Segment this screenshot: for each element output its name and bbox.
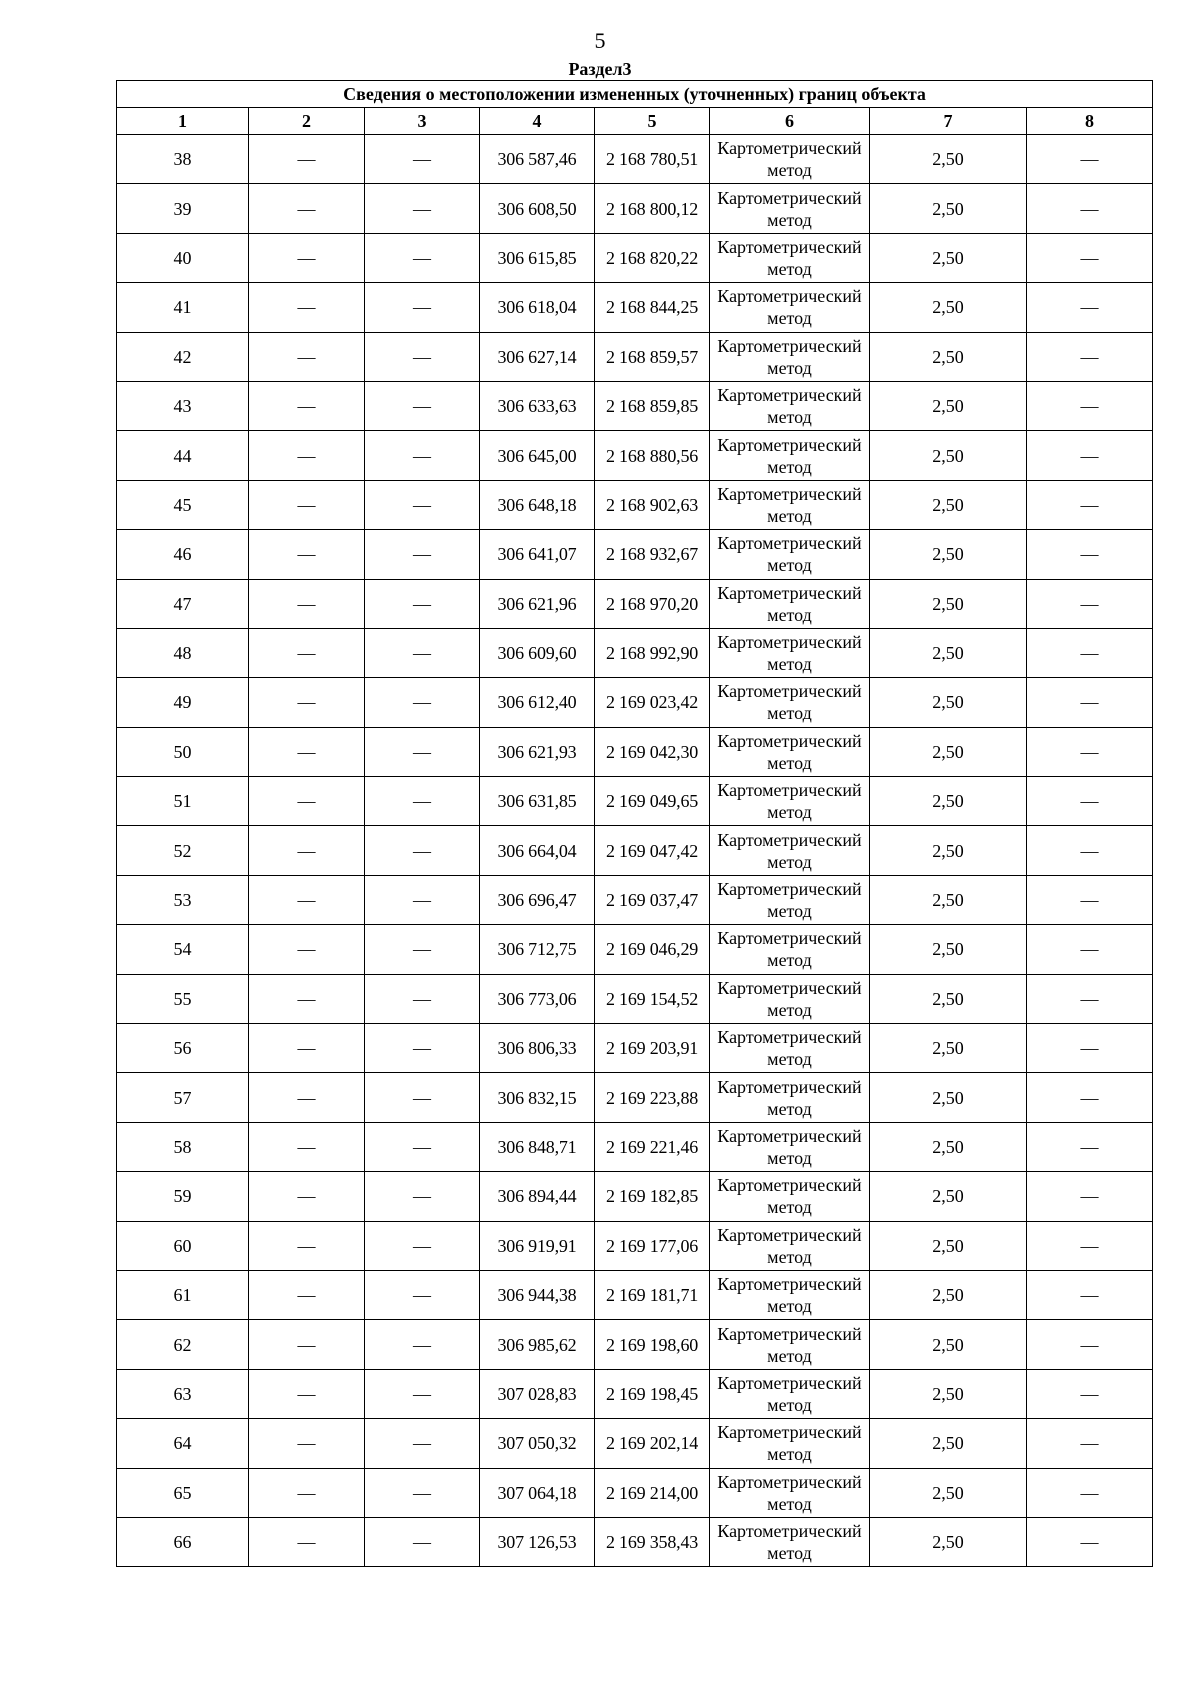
column-8-cell: — xyxy=(1027,1419,1153,1468)
column-3-cell: — xyxy=(365,184,480,233)
column-8-cell: — xyxy=(1027,777,1153,826)
section-title: Раздел3 xyxy=(568,59,632,79)
accuracy-cell: 2,50 xyxy=(870,678,1027,727)
y-coordinate-cell: 2 169 023,42 xyxy=(595,678,710,727)
x-coordinate-cell: 306 645,00 xyxy=(480,431,595,480)
column-3-cell: — xyxy=(365,381,480,430)
column-3-cell: — xyxy=(365,579,480,628)
column-3-cell: — xyxy=(365,1024,480,1073)
x-coordinate-cell: 306 696,47 xyxy=(480,875,595,924)
column-8-cell: — xyxy=(1027,135,1153,184)
column-3-cell: — xyxy=(365,628,480,677)
point-number-cell: 39 xyxy=(117,184,249,233)
column-3-cell: — xyxy=(365,431,480,480)
table-row xyxy=(117,431,1153,480)
x-coordinate-cell: 307 028,83 xyxy=(480,1369,595,1418)
column-8-cell: — xyxy=(1027,184,1153,233)
table-row xyxy=(117,579,1153,628)
x-coordinate-cell: 306 587,46 xyxy=(480,135,595,184)
column-8-cell: — xyxy=(1027,628,1153,677)
y-coordinate-cell: 2 169 037,47 xyxy=(595,875,710,924)
column-3-cell: — xyxy=(365,1468,480,1517)
column-3-cell: — xyxy=(365,678,480,727)
column-2-cell: — xyxy=(249,233,365,282)
column-8-cell: — xyxy=(1027,1369,1153,1418)
accuracy-cell: 2,50 xyxy=(870,233,1027,282)
y-coordinate-cell: 2 168 880,56 xyxy=(595,431,710,480)
method-cell: Картометрический метод xyxy=(710,727,870,776)
method-cell: Картометрический метод xyxy=(710,1024,870,1073)
y-coordinate-cell: 2 168 859,85 xyxy=(595,381,710,430)
column-8-cell: — xyxy=(1027,875,1153,924)
column-number: 6 xyxy=(710,108,870,135)
column-2-cell: — xyxy=(249,826,365,875)
page-number: 5 xyxy=(594,28,606,53)
table-row xyxy=(117,1221,1153,1270)
y-coordinate-cell: 2 168 800,12 xyxy=(595,184,710,233)
column-2-cell: — xyxy=(249,283,365,332)
column-2-cell: — xyxy=(249,135,365,184)
point-number-cell: 40 xyxy=(117,233,249,282)
accuracy-cell: 2,50 xyxy=(870,480,1027,529)
column-8-cell: — xyxy=(1027,480,1153,529)
method-cell: Картометрический метод xyxy=(710,530,870,579)
column-2-cell: — xyxy=(249,1221,365,1270)
table-row xyxy=(117,628,1153,677)
y-coordinate-cell: 2 169 182,85 xyxy=(595,1172,710,1221)
method-cell: Картометрический метод xyxy=(710,1419,870,1468)
column-2-cell: — xyxy=(249,530,365,579)
column-3-cell: — xyxy=(365,1517,480,1566)
y-coordinate-cell: 2 169 358,43 xyxy=(595,1517,710,1566)
method-cell: Картометрический метод xyxy=(710,678,870,727)
accuracy-cell: 2,50 xyxy=(870,826,1027,875)
x-coordinate-cell: 306 612,40 xyxy=(480,678,595,727)
accuracy-cell: 2,50 xyxy=(870,1369,1027,1418)
coordinates-table xyxy=(116,80,1153,1567)
table-row xyxy=(117,777,1153,826)
method-cell: Картометрический метод xyxy=(710,777,870,826)
column-number: 3 xyxy=(365,108,480,135)
column-8-cell: — xyxy=(1027,826,1153,875)
table-row xyxy=(117,530,1153,579)
column-2-cell: — xyxy=(249,1369,365,1418)
table-row xyxy=(117,1320,1153,1369)
accuracy-cell: 2,50 xyxy=(870,875,1027,924)
y-coordinate-cell: 2 169 214,00 xyxy=(595,1468,710,1517)
column-8-cell: — xyxy=(1027,1073,1153,1122)
x-coordinate-cell: 306 631,85 xyxy=(480,777,595,826)
point-number-cell: 38 xyxy=(117,135,249,184)
table-row xyxy=(117,332,1153,381)
column-2-cell: — xyxy=(249,1468,365,1517)
x-coordinate-cell: 307 126,53 xyxy=(480,1517,595,1566)
accuracy-cell: 2,50 xyxy=(870,777,1027,826)
method-cell: Картометрический метод xyxy=(710,1172,870,1221)
point-number-cell: 56 xyxy=(117,1024,249,1073)
accuracy-cell: 2,50 xyxy=(870,1024,1027,1073)
table-row xyxy=(117,826,1153,875)
method-cell: Картометрический метод xyxy=(710,1270,870,1319)
column-8-cell: — xyxy=(1027,1270,1153,1319)
accuracy-cell: 2,50 xyxy=(870,530,1027,579)
x-coordinate-cell: 306 806,33 xyxy=(480,1024,595,1073)
y-coordinate-cell: 2 169 049,65 xyxy=(595,777,710,826)
table-row xyxy=(117,1270,1153,1319)
point-number-cell: 46 xyxy=(117,530,249,579)
point-number-cell: 45 xyxy=(117,480,249,529)
point-number-cell: 44 xyxy=(117,431,249,480)
accuracy-cell: 2,50 xyxy=(870,431,1027,480)
y-coordinate-cell: 2 169 042,30 xyxy=(595,727,710,776)
x-coordinate-cell: 306 641,07 xyxy=(480,530,595,579)
column-number: 7 xyxy=(870,108,1027,135)
column-2-cell: — xyxy=(249,678,365,727)
y-coordinate-cell: 2 168 992,90 xyxy=(595,628,710,677)
method-cell: Картометрический метод xyxy=(710,1369,870,1418)
y-coordinate-cell: 2 169 181,71 xyxy=(595,1270,710,1319)
column-3-cell: — xyxy=(365,1221,480,1270)
point-number-cell: 49 xyxy=(117,678,249,727)
x-coordinate-cell: 306 627,14 xyxy=(480,332,595,381)
y-coordinate-cell: 2 168 844,25 xyxy=(595,283,710,332)
method-cell: Картометрический метод xyxy=(710,826,870,875)
column-2-cell: — xyxy=(249,727,365,776)
table-row xyxy=(117,875,1153,924)
column-2-cell: — xyxy=(249,777,365,826)
method-cell: Картометрический метод xyxy=(710,1468,870,1517)
column-8-cell: — xyxy=(1027,1172,1153,1221)
point-number-cell: 51 xyxy=(117,777,249,826)
column-3-cell: — xyxy=(365,480,480,529)
column-3-cell: — xyxy=(365,530,480,579)
accuracy-cell: 2,50 xyxy=(870,1468,1027,1517)
column-3-cell: — xyxy=(365,875,480,924)
method-cell: Картометрический метод xyxy=(710,875,870,924)
column-3-cell: — xyxy=(365,1270,480,1319)
column-2-cell: — xyxy=(249,628,365,677)
table-row xyxy=(117,974,1153,1023)
table-row xyxy=(117,1369,1153,1418)
column-2-cell: — xyxy=(249,875,365,924)
x-coordinate-cell: 306 621,93 xyxy=(480,727,595,776)
column-8-cell: — xyxy=(1027,283,1153,332)
point-number-cell: 50 xyxy=(117,727,249,776)
column-8-cell: — xyxy=(1027,530,1153,579)
method-cell: Картометрический метод xyxy=(710,974,870,1023)
y-coordinate-cell: 2 169 047,42 xyxy=(595,826,710,875)
accuracy-cell: 2,50 xyxy=(870,1419,1027,1468)
column-3-cell: — xyxy=(365,1419,480,1468)
column-8-cell: — xyxy=(1027,332,1153,381)
table-row xyxy=(117,283,1153,332)
point-number-cell: 55 xyxy=(117,974,249,1023)
point-number-cell: 41 xyxy=(117,283,249,332)
column-3-cell: — xyxy=(365,974,480,1023)
y-coordinate-cell: 2 169 223,88 xyxy=(595,1073,710,1122)
point-number-cell: 57 xyxy=(117,1073,249,1122)
column-8-cell: — xyxy=(1027,727,1153,776)
column-8-cell: — xyxy=(1027,579,1153,628)
accuracy-cell: 2,50 xyxy=(870,283,1027,332)
column-2-cell: — xyxy=(249,332,365,381)
column-number: 4 xyxy=(480,108,595,135)
column-3-cell: — xyxy=(365,777,480,826)
accuracy-cell: 2,50 xyxy=(870,184,1027,233)
y-coordinate-cell: 2 168 820,22 xyxy=(595,233,710,282)
column-3-cell: — xyxy=(365,727,480,776)
x-coordinate-cell: 306 848,71 xyxy=(480,1122,595,1171)
accuracy-cell: 2,50 xyxy=(870,332,1027,381)
accuracy-cell: 2,50 xyxy=(870,1122,1027,1171)
column-8-cell: — xyxy=(1027,381,1153,430)
y-coordinate-cell: 2 169 198,45 xyxy=(595,1369,710,1418)
accuracy-cell: 2,50 xyxy=(870,579,1027,628)
column-3-cell: — xyxy=(365,332,480,381)
point-number-cell: 58 xyxy=(117,1122,249,1171)
table-row xyxy=(117,184,1153,233)
accuracy-cell: 2,50 xyxy=(870,381,1027,430)
accuracy-cell: 2,50 xyxy=(870,1517,1027,1566)
column-number: 2 xyxy=(249,108,365,135)
point-number-cell: 52 xyxy=(117,826,249,875)
y-coordinate-cell: 2 168 902,63 xyxy=(595,480,710,529)
table-row xyxy=(117,1122,1153,1171)
x-coordinate-cell: 306 985,62 xyxy=(480,1320,595,1369)
method-cell: Картометрический метод xyxy=(710,1122,870,1171)
column-number: 8 xyxy=(1027,108,1153,135)
column-number: 1 xyxy=(117,108,249,135)
column-8-cell: — xyxy=(1027,1221,1153,1270)
column-2-cell: — xyxy=(249,1419,365,1468)
method-cell: Картометрический метод xyxy=(710,233,870,282)
accuracy-cell: 2,50 xyxy=(870,1320,1027,1369)
column-number: 5 xyxy=(595,108,710,135)
column-2-cell: — xyxy=(249,480,365,529)
column-number-row xyxy=(117,108,1153,135)
method-cell: Картометрический метод xyxy=(710,579,870,628)
column-3-cell: — xyxy=(365,925,480,974)
column-3-cell: — xyxy=(365,233,480,282)
x-coordinate-cell: 307 064,18 xyxy=(480,1468,595,1517)
column-2-cell: — xyxy=(249,431,365,480)
column-3-cell: — xyxy=(365,135,480,184)
point-number-cell: 59 xyxy=(117,1172,249,1221)
table-row xyxy=(117,1468,1153,1517)
column-2-cell: — xyxy=(249,974,365,1023)
x-coordinate-cell: 306 608,50 xyxy=(480,184,595,233)
point-number-cell: 42 xyxy=(117,332,249,381)
column-2-cell: — xyxy=(249,1122,365,1171)
column-2-cell: — xyxy=(249,1073,365,1122)
method-cell: Картометрический метод xyxy=(710,431,870,480)
column-3-cell: — xyxy=(365,1122,480,1171)
y-coordinate-cell: 2 169 046,29 xyxy=(595,925,710,974)
method-cell: Картометрический метод xyxy=(710,184,870,233)
x-coordinate-cell: 306 609,60 xyxy=(480,628,595,677)
y-coordinate-cell: 2 169 154,52 xyxy=(595,974,710,1023)
point-number-cell: 53 xyxy=(117,875,249,924)
point-number-cell: 48 xyxy=(117,628,249,677)
x-coordinate-cell: 306 919,91 xyxy=(480,1221,595,1270)
x-coordinate-cell: 306 618,04 xyxy=(480,283,595,332)
x-coordinate-cell: 306 944,38 xyxy=(480,1270,595,1319)
table-row xyxy=(117,727,1153,776)
column-2-cell: — xyxy=(249,1024,365,1073)
x-coordinate-cell: 306 832,15 xyxy=(480,1073,595,1122)
point-number-cell: 63 xyxy=(117,1369,249,1418)
column-8-cell: — xyxy=(1027,925,1153,974)
column-2-cell: — xyxy=(249,579,365,628)
method-cell: Картометрический метод xyxy=(710,381,870,430)
column-2-cell: — xyxy=(249,381,365,430)
y-coordinate-cell: 2 169 202,14 xyxy=(595,1419,710,1468)
column-3-cell: — xyxy=(365,1369,480,1418)
column-3-cell: — xyxy=(365,1172,480,1221)
accuracy-cell: 2,50 xyxy=(870,974,1027,1023)
accuracy-cell: 2,50 xyxy=(870,925,1027,974)
column-8-cell: — xyxy=(1027,1517,1153,1566)
table-row xyxy=(117,925,1153,974)
column-2-cell: — xyxy=(249,184,365,233)
method-cell: Картометрический метод xyxy=(710,1517,870,1566)
x-coordinate-cell: 306 621,96 xyxy=(480,579,595,628)
x-coordinate-cell: 306 633,63 xyxy=(480,381,595,430)
column-8-cell: — xyxy=(1027,1122,1153,1171)
column-3-cell: — xyxy=(365,826,480,875)
table-row xyxy=(117,233,1153,282)
y-coordinate-cell: 2 168 932,67 xyxy=(595,530,710,579)
accuracy-cell: 2,50 xyxy=(870,1073,1027,1122)
table-row xyxy=(117,381,1153,430)
method-cell: Картометрический метод xyxy=(710,332,870,381)
point-number-cell: 62 xyxy=(117,1320,249,1369)
point-number-cell: 64 xyxy=(117,1419,249,1468)
column-2-cell: — xyxy=(249,1517,365,1566)
x-coordinate-cell: 306 615,85 xyxy=(480,233,595,282)
accuracy-cell: 2,50 xyxy=(870,628,1027,677)
y-coordinate-cell: 2 169 198,60 xyxy=(595,1320,710,1369)
x-coordinate-cell: 307 050,32 xyxy=(480,1419,595,1468)
table-row xyxy=(117,1172,1153,1221)
point-number-cell: 60 xyxy=(117,1221,249,1270)
method-cell: Картометрический метод xyxy=(710,1073,870,1122)
table-row xyxy=(117,1419,1153,1468)
x-coordinate-cell: 306 664,04 xyxy=(480,826,595,875)
table-row xyxy=(117,480,1153,529)
column-2-cell: — xyxy=(249,925,365,974)
y-coordinate-cell: 2 168 859,57 xyxy=(595,332,710,381)
accuracy-cell: 2,50 xyxy=(870,135,1027,184)
column-8-cell: — xyxy=(1027,1024,1153,1073)
accuracy-cell: 2,50 xyxy=(870,1221,1027,1270)
table-row xyxy=(117,678,1153,727)
y-coordinate-cell: 2 169 221,46 xyxy=(595,1122,710,1171)
accuracy-cell: 2,50 xyxy=(870,1270,1027,1319)
table-row xyxy=(117,1517,1153,1566)
method-cell: Картометрический метод xyxy=(710,480,870,529)
column-3-cell: — xyxy=(365,1320,480,1369)
method-cell: Картометрический метод xyxy=(710,135,870,184)
column-8-cell: — xyxy=(1027,431,1153,480)
table-row xyxy=(117,1024,1153,1073)
x-coordinate-cell: 306 648,18 xyxy=(480,480,595,529)
column-8-cell: — xyxy=(1027,1468,1153,1517)
x-coordinate-cell: 306 894,44 xyxy=(480,1172,595,1221)
method-cell: Картометрический метод xyxy=(710,1221,870,1270)
method-cell: Картометрический метод xyxy=(710,925,870,974)
accuracy-cell: 2,50 xyxy=(870,1172,1027,1221)
method-cell: Картометрический метод xyxy=(710,628,870,677)
method-cell: Картометрический метод xyxy=(710,283,870,332)
column-8-cell: — xyxy=(1027,1320,1153,1369)
accuracy-cell: 2,50 xyxy=(870,727,1027,776)
x-coordinate-cell: 306 712,75 xyxy=(480,925,595,974)
point-number-cell: 47 xyxy=(117,579,249,628)
y-coordinate-cell: 2 168 970,20 xyxy=(595,579,710,628)
column-8-cell: — xyxy=(1027,678,1153,727)
column-2-cell: — xyxy=(249,1270,365,1319)
column-3-cell: — xyxy=(365,283,480,332)
column-3-cell: — xyxy=(365,1073,480,1122)
column-8-cell: — xyxy=(1027,233,1153,282)
table-body xyxy=(117,135,1153,1567)
table-row xyxy=(117,135,1153,184)
point-number-cell: 66 xyxy=(117,1517,249,1566)
column-2-cell: — xyxy=(249,1172,365,1221)
column-8-cell: — xyxy=(1027,974,1153,1023)
y-coordinate-cell: 2 169 177,06 xyxy=(595,1221,710,1270)
point-number-cell: 65 xyxy=(117,1468,249,1517)
method-cell: Картометрический метод xyxy=(710,1320,870,1369)
x-coordinate-cell: 306 773,06 xyxy=(480,974,595,1023)
point-number-cell: 54 xyxy=(117,925,249,974)
point-number-cell: 43 xyxy=(117,381,249,430)
y-coordinate-cell: 2 168 780,51 xyxy=(595,135,710,184)
y-coordinate-cell: 2 169 203,91 xyxy=(595,1024,710,1073)
column-2-cell: — xyxy=(249,1320,365,1369)
table-caption: Сведения о местоположении измененных (уточненных) границ объекта xyxy=(117,81,1153,108)
table-row xyxy=(117,1073,1153,1122)
point-number-cell: 61 xyxy=(117,1270,249,1319)
